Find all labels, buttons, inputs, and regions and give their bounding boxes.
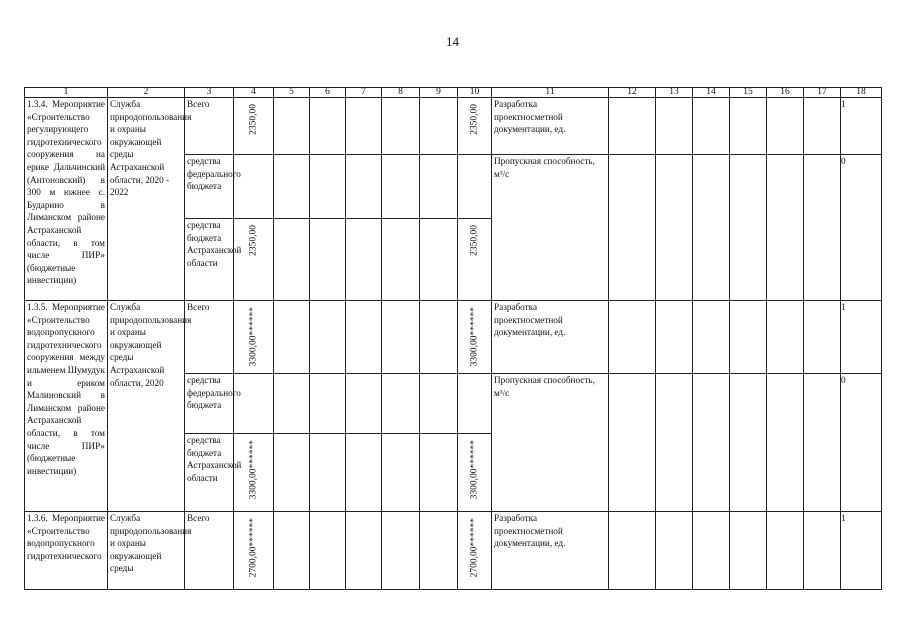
amount-col10 bbox=[458, 512, 492, 590]
header-cell: 14 bbox=[693, 88, 730, 98]
indicator-value: 1 bbox=[841, 301, 882, 374]
amount-col10 bbox=[458, 301, 492, 374]
executor-text: Служба природопользования и охраны окружающей среды Астраханской области, 2020 - 2022 bbox=[110, 99, 192, 198]
indicator-cell bbox=[492, 155, 609, 301]
indicator-cell bbox=[492, 512, 609, 590]
amount-col4 bbox=[234, 301, 274, 374]
measure-cell bbox=[25, 301, 108, 512]
source-text: средства бюджета Астраханской области bbox=[187, 220, 242, 268]
amount-value: 2350,00 bbox=[469, 225, 480, 256]
source-cell bbox=[185, 434, 242, 512]
indicator-value: 1 bbox=[841, 98, 882, 155]
header-cell: 13 bbox=[656, 88, 693, 98]
amount-col4 bbox=[234, 98, 274, 155]
indicator-value: 0 bbox=[841, 374, 882, 512]
indicator-text: Разработка проектносметной документации, ед. bbox=[494, 513, 566, 549]
header-cell: 9 bbox=[420, 88, 458, 98]
amount-col10 bbox=[458, 155, 492, 219]
header-cell: 11 bbox=[492, 88, 609, 98]
source-cell bbox=[185, 98, 234, 155]
indicator-cell bbox=[492, 374, 609, 512]
indicator-cell bbox=[492, 98, 609, 155]
header-cell: 7 bbox=[346, 88, 382, 98]
amount-value: 2700,00****** bbox=[248, 518, 259, 578]
measure-text: 1.3.4. Мероприятие «Строительство регулирующего гидротехнического сооружения на ерике Дальчинский (Антоновский) в 300 м южнее с. Бударино в Лиманском районе Астраханской области, в том числе ПИР» (бюджетные инвестиции) bbox=[27, 99, 105, 286]
indicator-text: Пропускная способность, м³/с bbox=[494, 375, 595, 398]
source-cell bbox=[185, 301, 234, 374]
source-text: средства федерального бюджета bbox=[187, 375, 241, 411]
amount-col10 bbox=[458, 219, 492, 301]
indicator-text: Пропускная способность, м³/с bbox=[494, 156, 595, 179]
indicator-text: Разработка проектносметной документации, ед. bbox=[494, 99, 566, 135]
header-cell: 4 bbox=[234, 88, 274, 98]
indicator-text: Разработка проектносметной документации, ед. bbox=[494, 302, 566, 338]
amount-col4 bbox=[234, 512, 274, 590]
source-text: Всего bbox=[187, 302, 210, 312]
source-text: Всего bbox=[187, 99, 210, 109]
table-row bbox=[25, 301, 882, 374]
budget-table bbox=[24, 87, 882, 590]
header-cell: 10 bbox=[458, 88, 492, 98]
header-cell: 5 bbox=[274, 88, 310, 98]
source-text: средства бюджета Астраханской области bbox=[187, 435, 242, 483]
page-number: 14 bbox=[446, 34, 459, 49]
amount-col10 bbox=[458, 374, 492, 434]
measure-cell bbox=[25, 98, 108, 301]
header-cell: 3 bbox=[185, 88, 234, 98]
amount-value: 3300,00****** bbox=[469, 307, 480, 367]
amount-col4 bbox=[234, 219, 274, 301]
amount-col4 bbox=[234, 155, 274, 219]
header-cell: 18 bbox=[841, 88, 882, 98]
amount-value: 3300,00****** bbox=[248, 307, 259, 367]
source-cell bbox=[185, 374, 241, 434]
amount-value: 2350,00 bbox=[469, 104, 480, 135]
source-text: Всего bbox=[187, 513, 210, 523]
table-row bbox=[25, 512, 882, 590]
amount-value: 3300,00****** bbox=[469, 440, 480, 500]
amount-col4 bbox=[234, 434, 274, 512]
measure-text: 1.3.6. Мероприятие «Строительство водопропускного гидротехнического bbox=[27, 513, 105, 561]
source-cell bbox=[185, 219, 242, 301]
measure-text: 1.3.5. Мероприятие «Строительство водопропускного гидротехнического сооружения между ильменем Шумудук и ериком Малиновский в Лиманском районе Астраханской области, в том числе ПИР» (бюджетные инвестиции) bbox=[27, 302, 105, 476]
amount-col10 bbox=[458, 434, 492, 512]
source-cell bbox=[185, 512, 234, 590]
source-text: средства федерального бюджета bbox=[187, 156, 241, 192]
indicator-cell bbox=[492, 301, 609, 374]
amount-col10 bbox=[458, 98, 492, 155]
header-cell: 2 bbox=[108, 88, 185, 98]
header-cell: 12 bbox=[609, 88, 656, 98]
executor-cell bbox=[108, 512, 192, 590]
source-cell bbox=[185, 155, 241, 219]
amount-value: 2700,00****** bbox=[469, 518, 480, 578]
indicator-value: 0 bbox=[841, 155, 882, 301]
amount-value: 2350,00 bbox=[248, 104, 259, 135]
indicator-value: 1 bbox=[841, 512, 882, 590]
amount-col4 bbox=[234, 374, 274, 434]
header-cell: 6 bbox=[310, 88, 346, 98]
amount-value: 3300,00****** bbox=[248, 440, 259, 500]
header-cell: 16 bbox=[767, 88, 804, 98]
executor-text: Служба природопользования и охраны окружающей среды bbox=[110, 513, 192, 574]
header-cell: 1 bbox=[25, 88, 108, 98]
header-cell: 15 bbox=[730, 88, 767, 98]
header-cell: 8 bbox=[382, 88, 420, 98]
header-row bbox=[25, 88, 882, 98]
measure-cell bbox=[25, 512, 108, 590]
executor-text: Служба природопользования и охраны окружающей среды Астраханской области, 2020 bbox=[110, 302, 192, 388]
executor-cell bbox=[108, 98, 192, 301]
header-cell: 17 bbox=[804, 88, 841, 98]
table-row bbox=[25, 98, 882, 155]
executor-cell bbox=[108, 301, 192, 512]
amount-value: 2350,00 bbox=[248, 225, 259, 256]
